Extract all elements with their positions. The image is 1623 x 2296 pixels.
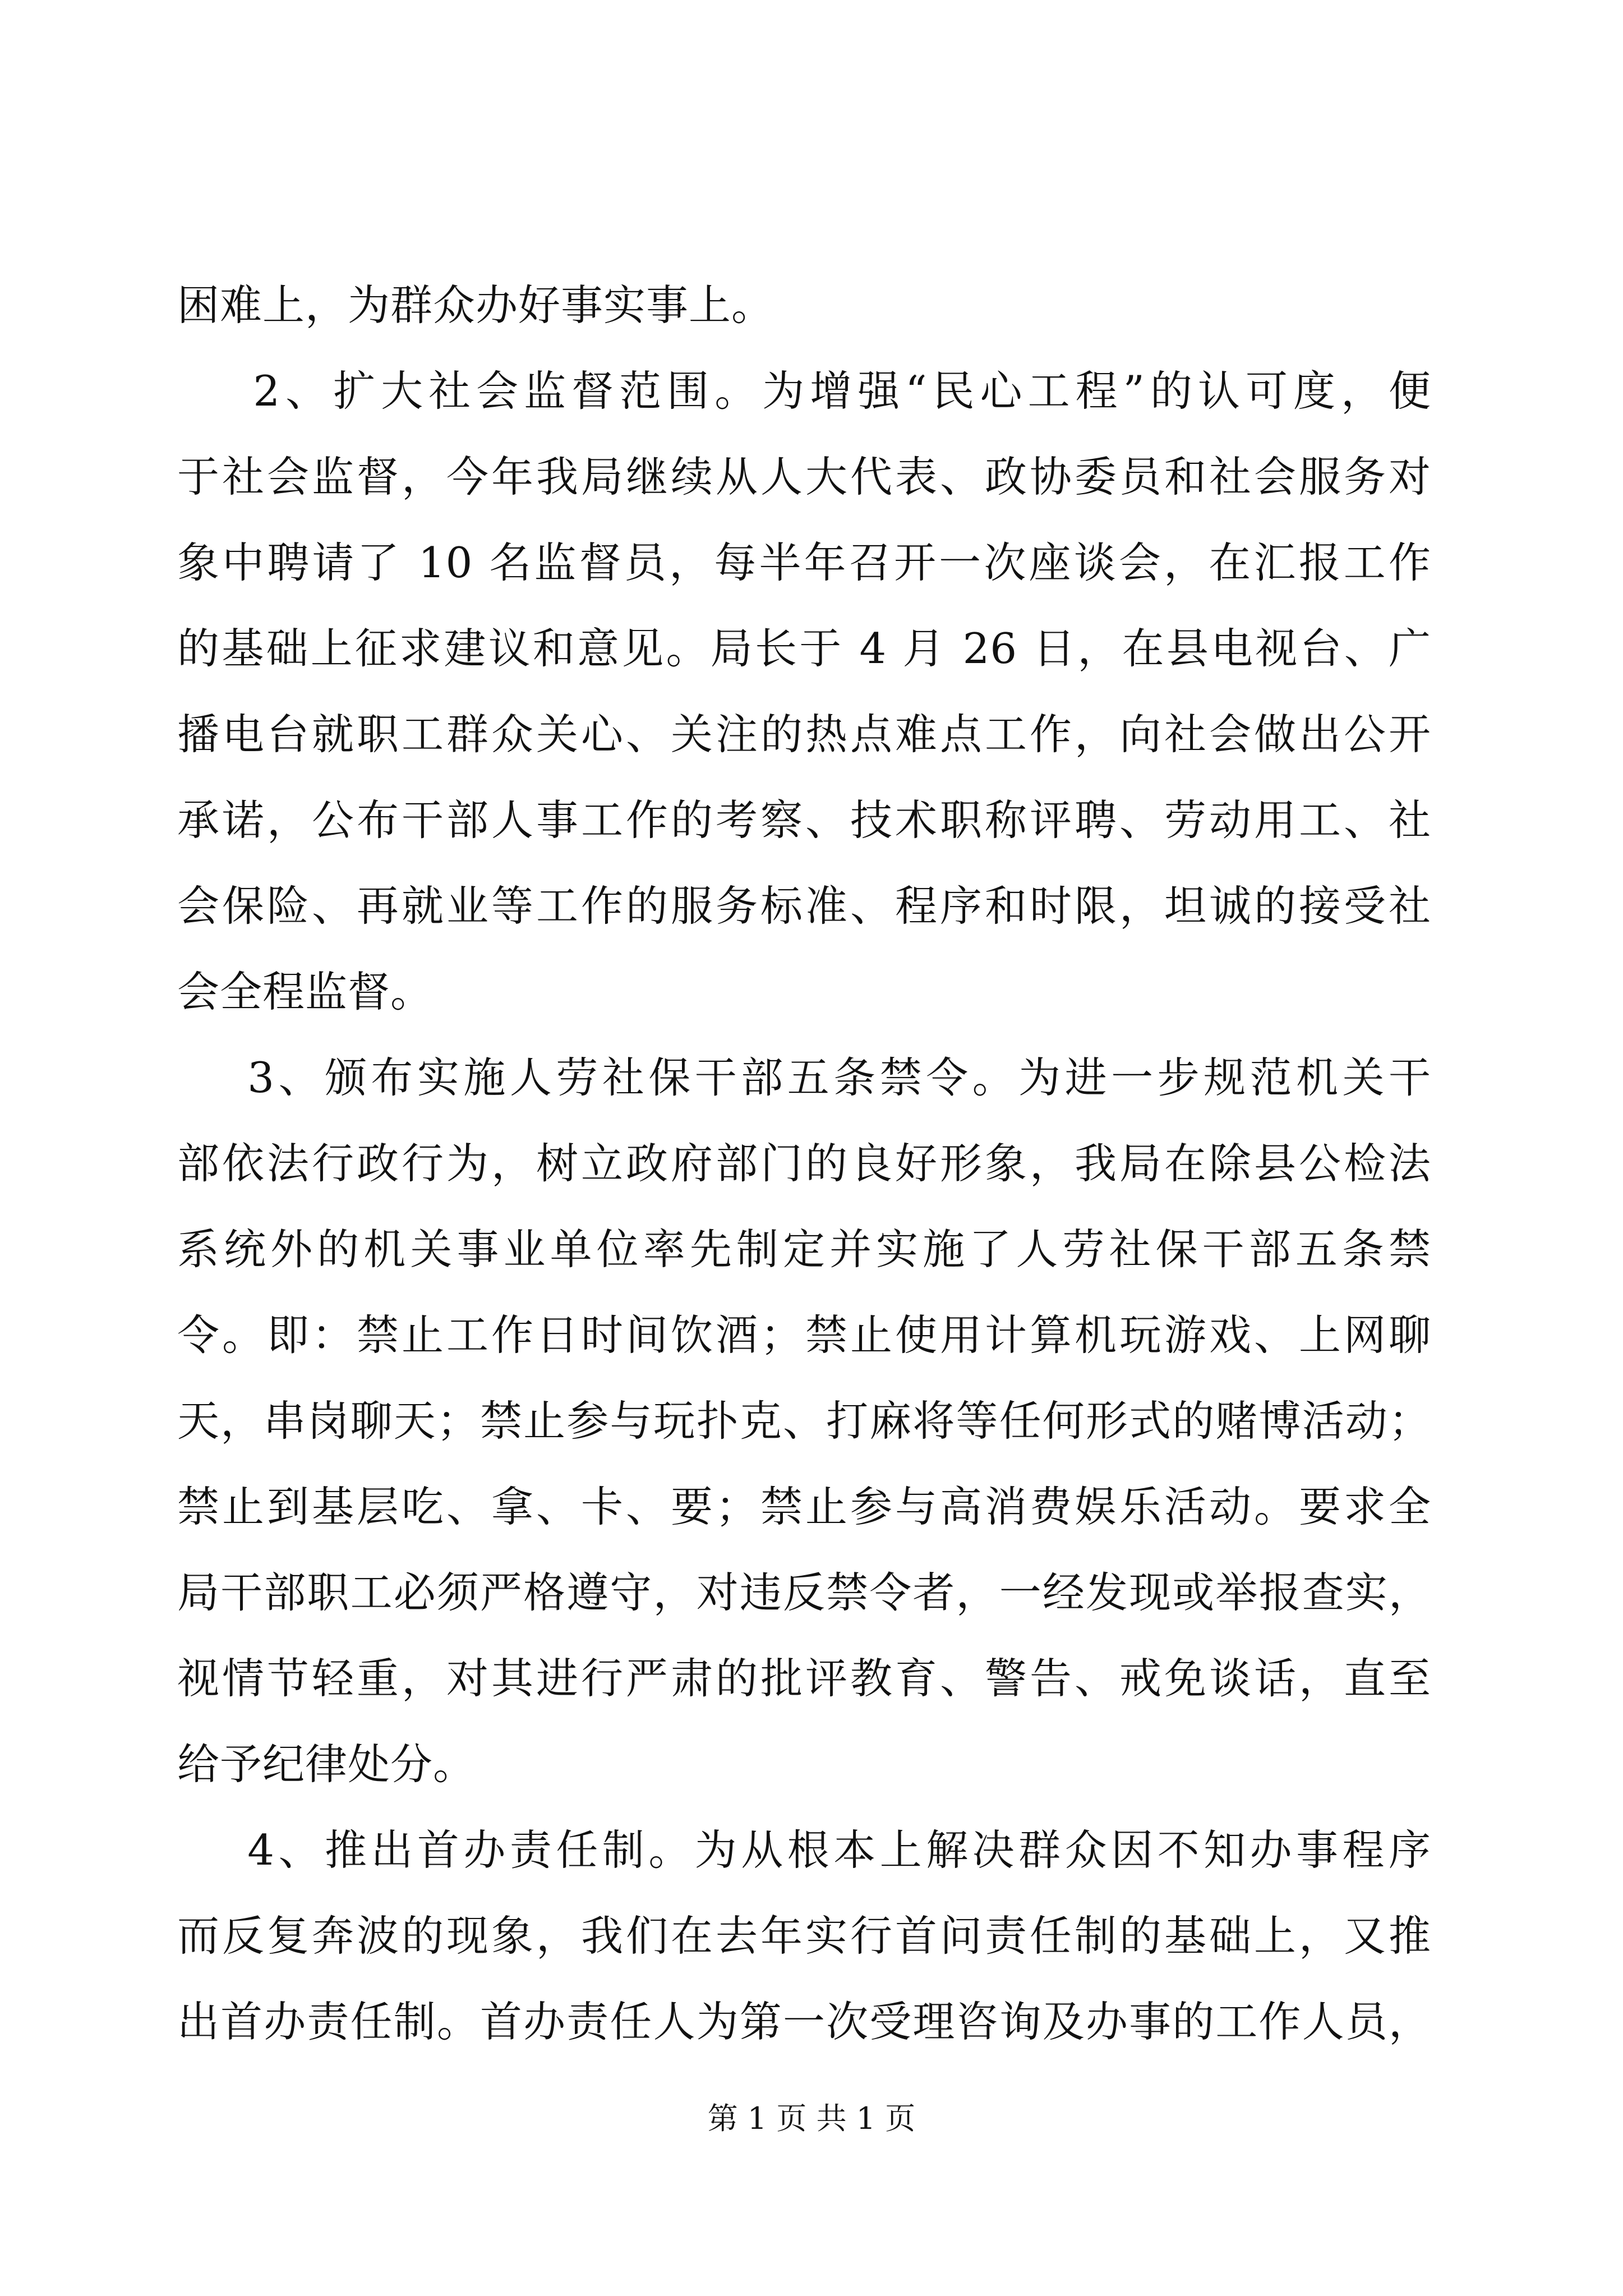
text-line-20: 而反复奔波的现象，我们在去年实行首问责任制的基础上，又推	[177, 1911, 1431, 1961]
text-line-18: 给予纪律处分。	[177, 1740, 476, 1789]
text-line-14: 天，串岗聊天；禁止参与玩扑克、打麻将等任何形式的赌博活动；	[177, 1396, 1431, 1446]
page-footer: 第 1 页 共 1 页	[707, 2101, 916, 2136]
text-line-13: 令。即：禁止工作日时间饮酒；禁止使用计算机玩游戏、上网聊	[177, 1310, 1431, 1360]
text-line-17: 视情节轻重，对其进行严肃的批评教育、警告、戒免谈话，直至	[177, 1654, 1431, 1703]
text-line-11: 部依法行政行为，树立政府部门的良好形象，我局在除县公检法	[177, 1139, 1431, 1188]
text-line-2: 2、扩大社会监督范围。为增强“民心工程”的认可度，便	[177, 366, 1431, 416]
text-line-3: 于社会监督，今年我局继续从人大代表、政协委员和社会服务对	[177, 452, 1431, 501]
text-line-16: 局干部职工必须严格遵守，对违反禁令者，一经发现或举报查实，	[177, 1568, 1431, 1617]
text-line-21: 出首办责任制。首办责任人为第一次受理咨询及办事的工作人员，	[177, 1997, 1431, 2046]
text-line-4: 象中聘请了 10 名监督员，每半年召开一次座谈会，在汇报工作	[177, 538, 1431, 587]
text-line-9: 会全程监督。	[177, 967, 434, 1016]
text-line-6: 播电台就职工群众关心、关注的热点难点工作，向社会做出公开	[177, 710, 1431, 759]
text-line-7: 承诺，公布干部人事工作的考察、技术职称评聘、劳动用工、社	[177, 795, 1431, 845]
text-line-8: 会保险、再就业等工作的服务标准、程序和时限，坦诚的接受社	[177, 881, 1431, 931]
text-line-19: 4、推出首办责任制。为从根本上解决群众因不知办事程序	[177, 1825, 1431, 1875]
text-line-5: 的基础上征求建议和意见。局长于 4 月 26 日，在县电视台、广	[177, 624, 1431, 673]
document-body	[177, 263, 1431, 2065]
text-line-15: 禁止到基层吃、拿、卡、要；禁止参与高消费娱乐活动。要求全	[177, 1482, 1431, 1531]
text-line-10: 3、颁布实施人劳社保干部五条禁令。为进一步规范机关干	[177, 1053, 1431, 1102]
text-line-12: 系统外的机关事业单位率先制定并实施了人劳社保干部五条禁	[177, 1225, 1431, 1274]
text-line-1: 困难上，为群众办好事实事上。	[177, 280, 774, 330]
